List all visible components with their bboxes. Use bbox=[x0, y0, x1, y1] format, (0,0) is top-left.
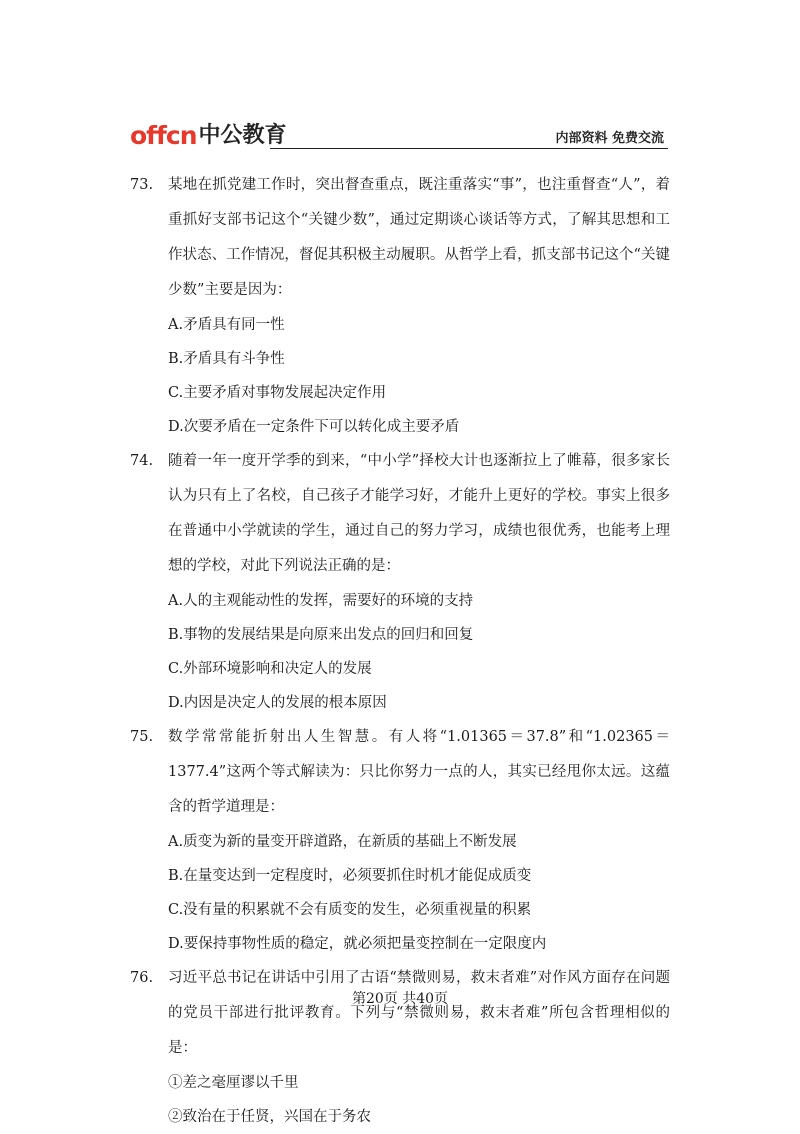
question-text: 某地在抓党建工作时，突出督查重点，既注重落实“事”，也注重督查“人”，着重抓好支部书记这个“关键少数”，通过定期谈心谈话等方式，了解其思想和工作状态、工作情况，督促其积极主动履职。从哲学上看，抓支部书记这个“关键少数”主要是因为： bbox=[168, 177, 670, 298]
option-d: D.次要矛盾在一定条件下可以转化成主要矛盾 bbox=[168, 419, 460, 435]
option-a: A.矛盾具有同一性 bbox=[168, 317, 285, 333]
option-d: D.要保持事物性质的稳定，就必须把量变控制在一定限度内 bbox=[168, 936, 547, 952]
option-a: A.人的主观能动性的发挥，需要好的环境的支持 bbox=[168, 593, 474, 609]
question-text: 习近平总书记在讲话中引用了古语“禁微则易，救末者难”对作风方面存在问题的党员干部进行批评教育。下列与“禁微则易，救末者难”所包含哲理相似的是： bbox=[168, 970, 670, 1056]
option-c: C.没有量的积累就不会有质变的发生，必须重视量的积累 bbox=[168, 902, 532, 918]
question-number: 76. bbox=[130, 970, 154, 986]
question-73 bbox=[130, 168, 670, 444]
logo-chinese-text: 中公教育 bbox=[198, 123, 287, 148]
statement-1: ①差之毫厘谬以千里 bbox=[168, 1075, 299, 1091]
question-stem bbox=[130, 961, 670, 1066]
option-b: B.矛盾具有斗争性 bbox=[168, 351, 285, 367]
statement-2: ②致治在于任贤，兴国在于务农 bbox=[168, 1109, 371, 1125]
option-b: B.在量变达到一定程度时，必须要抓住时机才能促成质变 bbox=[168, 868, 532, 884]
question-74 bbox=[130, 444, 670, 720]
logo-latin-text: offcn bbox=[130, 121, 197, 150]
question-stem bbox=[130, 444, 670, 584]
question-text: 随着一年一度开学季的到来，“中小学”择校大计也逐渐拉上了帷幕，很多家长认为只有上了名校，自己孩子才能学习好，才能升上更好的学校。事实上很多在普通中小学就读的学生，通过自己的努力学习，成绩也很优秀，也能考上理想的学校，对此下列说法正确的是： bbox=[168, 453, 670, 574]
question-number: 74. bbox=[130, 453, 154, 469]
question-76 bbox=[130, 961, 670, 1134]
question-number: 75. bbox=[130, 729, 154, 745]
question-stem bbox=[130, 168, 670, 308]
page-header bbox=[130, 118, 668, 154]
question-stem bbox=[130, 720, 670, 825]
question-text: 数学常常能折射出人生智慧。有人将“1.01365＝37.8”和“1.02365＝1377.4”这两个等式解读为：只比你努力一点的人，其实已经甩你太远。这蕴含的哲学道理是： bbox=[168, 729, 670, 815]
header-tagline: 内部资料 免费交流 bbox=[555, 131, 664, 146]
option-c: C.主要矛盾对事物发展起决定作用 bbox=[168, 385, 387, 401]
page-number: 第20页 共40页 bbox=[351, 991, 449, 1007]
offcn-logo bbox=[130, 118, 287, 150]
option-d: D.内因是决定人的发展的根本原因 bbox=[168, 695, 387, 711]
option-c: C.外部环境影响和决定人的发展 bbox=[168, 661, 372, 677]
option-a: A.质变为新的量变开辟道路，在新质的基础上不断发展 bbox=[168, 834, 517, 850]
header-divider bbox=[270, 148, 668, 149]
option-b: B.事物的发展结果是向原来出发点的回归和回复 bbox=[168, 627, 474, 643]
question-75 bbox=[130, 720, 670, 961]
question-number: 73. bbox=[130, 177, 154, 193]
